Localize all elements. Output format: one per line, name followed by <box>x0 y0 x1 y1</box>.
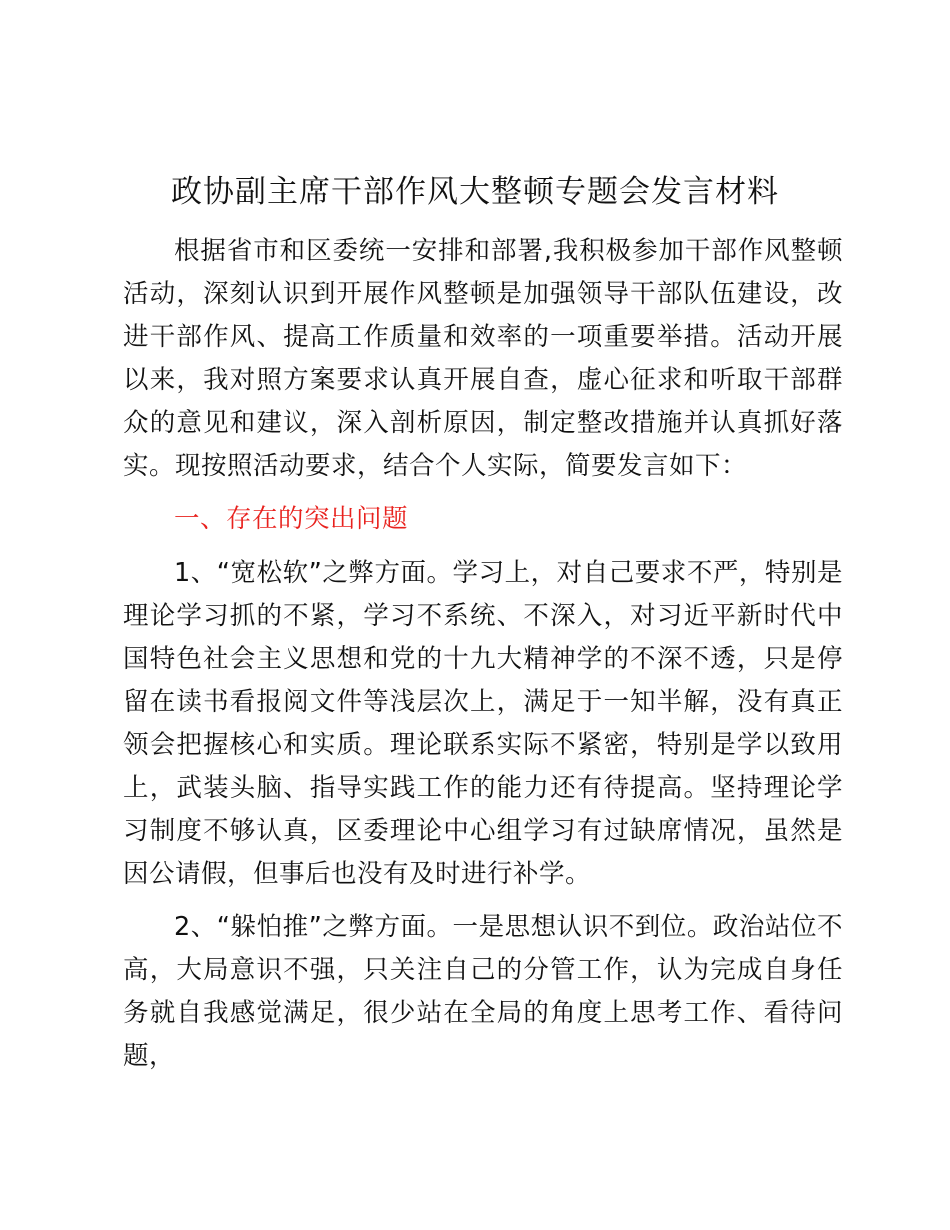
document-title: 政协副主席干部作风大整顿专题会发言材料 <box>171 174 779 210</box>
intro-paragraph: 根据省市和区委统一安排和部署,我积极参加干部作风整顿活动，深刻认识到开展作风整顿是加强领导干部队伍建设，改进干部作风、提高工作质量和效率的一项重要举措。活动开展以来，我对照方案要求认真开展自查，虚心征求和听取干部群众的意见和建议，深入剖析原因，制定整改措施并认真抓好落实。现按照活动要求，结合个人实际，简要发言如下： <box>123 236 843 481</box>
problem-item-2: 2、“躲怕推”之弊方面。一是思想认识不到位。政治站位不高，大局意识不强，只关注自己的分管工作，认为完成自身任务就自我感觉满足，很少站在全局的角度上思考工作、看待问题， <box>123 912 843 1071</box>
problem-item-1: 1、“宽松软”之弊方面。学习上，对自己要求不严，特别是理论学习抓的不紧，学习不系统、不深入，对习近平新时代中国特色社会主义思想和党的十九大精神学的不深不透，只是停留在读书看报阅文件等浅层次上，满足于一知半解，没有真正领会把握核心和实质。理论联系实际不紧密，特别是学以致用上，武装头脑、指导实践工作的能力还有待提高。坚持理论学习制度不够认真，区委理论中心组学习有过缺席情况，虽然是因公请假，但事后也没有及时进行补学。 <box>123 558 843 889</box>
section-heading-problems: 一、存在的突出问题 <box>174 504 409 534</box>
